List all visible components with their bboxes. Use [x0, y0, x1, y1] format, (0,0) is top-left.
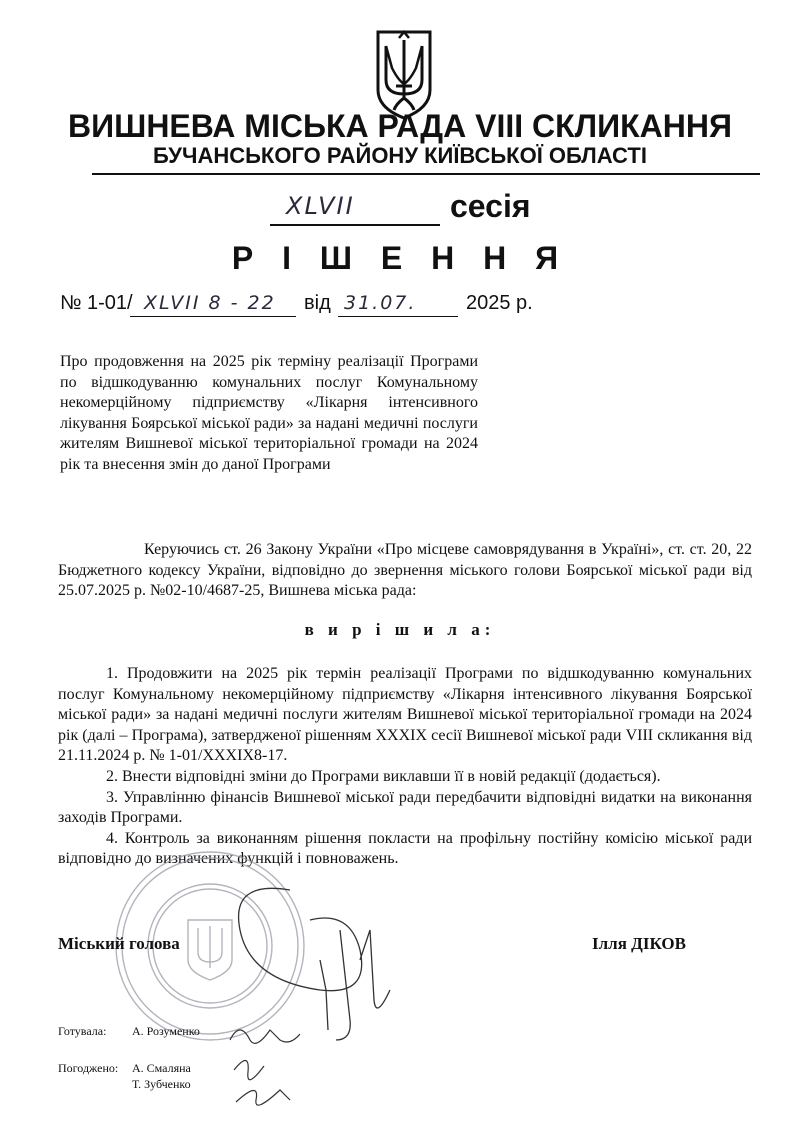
- agreed-label: Погоджено:: [58, 1061, 119, 1075]
- decision-item: 4. Контроль за виконанням рішення покласти на профільну постійну комісію міської ради відповідно до визначених функцій і повноважень.: [58, 829, 752, 868]
- reference-date-handwritten: 31.07.: [344, 292, 417, 314]
- reference-year: 2025 р.: [466, 292, 533, 314]
- header-rule: [92, 173, 760, 175]
- decision-items: [58, 664, 752, 870]
- agreed-name: А. Смаляна: [132, 1061, 191, 1075]
- signatory-name: Ілля ДІКОВ: [592, 934, 686, 953]
- document-type-title: Р І Ш Е Н Н Я: [231, 240, 569, 276]
- reference-number-underline: [130, 316, 296, 317]
- reference-date-prefix: від: [304, 292, 331, 314]
- preamble-text: Керуючись ст. 26 Закону України «Про місцеве самоврядування в Україні», ст. ст. 20, 22 Бюджетного кодексу України, відповідно до звернення міського голови Боярської міської ради від 25.07.2025 р. №02-10/4687-25, Вишнева міська рада:: [58, 541, 752, 600]
- reference-number-handwritten: XLVII 8 - 22: [144, 292, 276, 314]
- decision-reference: [60, 288, 760, 320]
- decision-subject: Про продовження на 2025 рік терміну реалізації Програми по відшкодуванню комунальних послуг Комунальному некомерційному підприємству «Лікарня інтенсивного лікування Боярської міської ради» за надані медичні послуги жителям Вишневої міської територіальної громади на 2024 рік та внесення змін до даної Програми: [60, 353, 478, 473]
- prepared-label: Готувала:: [58, 1024, 107, 1038]
- prepared-name: А. Розуменко: [132, 1024, 200, 1038]
- session-label: сесія: [450, 188, 531, 224]
- agreed-name: Т. Зубченко: [132, 1077, 191, 1091]
- district-title: БУЧАНСЬКОГО РАЙОНУ КИЇВСЬКОЇ ОБЛАСТІ: [153, 143, 647, 168]
- reference-prefix: № 1-01/: [60, 292, 133, 314]
- session-underline: [270, 224, 440, 226]
- session-line: [270, 188, 570, 232]
- approval-initials-signature: [220, 1010, 310, 1120]
- reference-date-underline: [338, 316, 458, 317]
- signatory-position: Міський голова: [58, 934, 180, 953]
- decision-item: 1. Продовжити на 2025 рік термін реалізації Програми по відшкодуванню комунальних послуг Комунальному некомерційному підприємству «Лікарня інтенсивного лікування Боярської міської ради» за надані медичні послуги жителям Вишневої міської територіальної громади на 2024 рік (далі – Програма), затвердженої рішенням XXXIX сесії Вишневої міської ради VIII скликання від 21.11.2024 р. № 1-01/XXXIX8-17.: [58, 665, 752, 765]
- resolved-heading: в и р і ш и л а:: [304, 620, 496, 639]
- council-title: ВИШНЕВА МІСЬКА РАДА VIII СКЛИКАННЯ: [68, 108, 732, 144]
- decision-item: 3. Управлінню фінансів Вишневої міської ради передбачити відповідні видатки на виконання заходів Програми.: [58, 788, 752, 827]
- decision-item: 2. Внести відповідні зміни до Програми виклавши її в новій редакції (додається).: [106, 767, 661, 785]
- session-number-handwritten: XLVII: [286, 192, 355, 220]
